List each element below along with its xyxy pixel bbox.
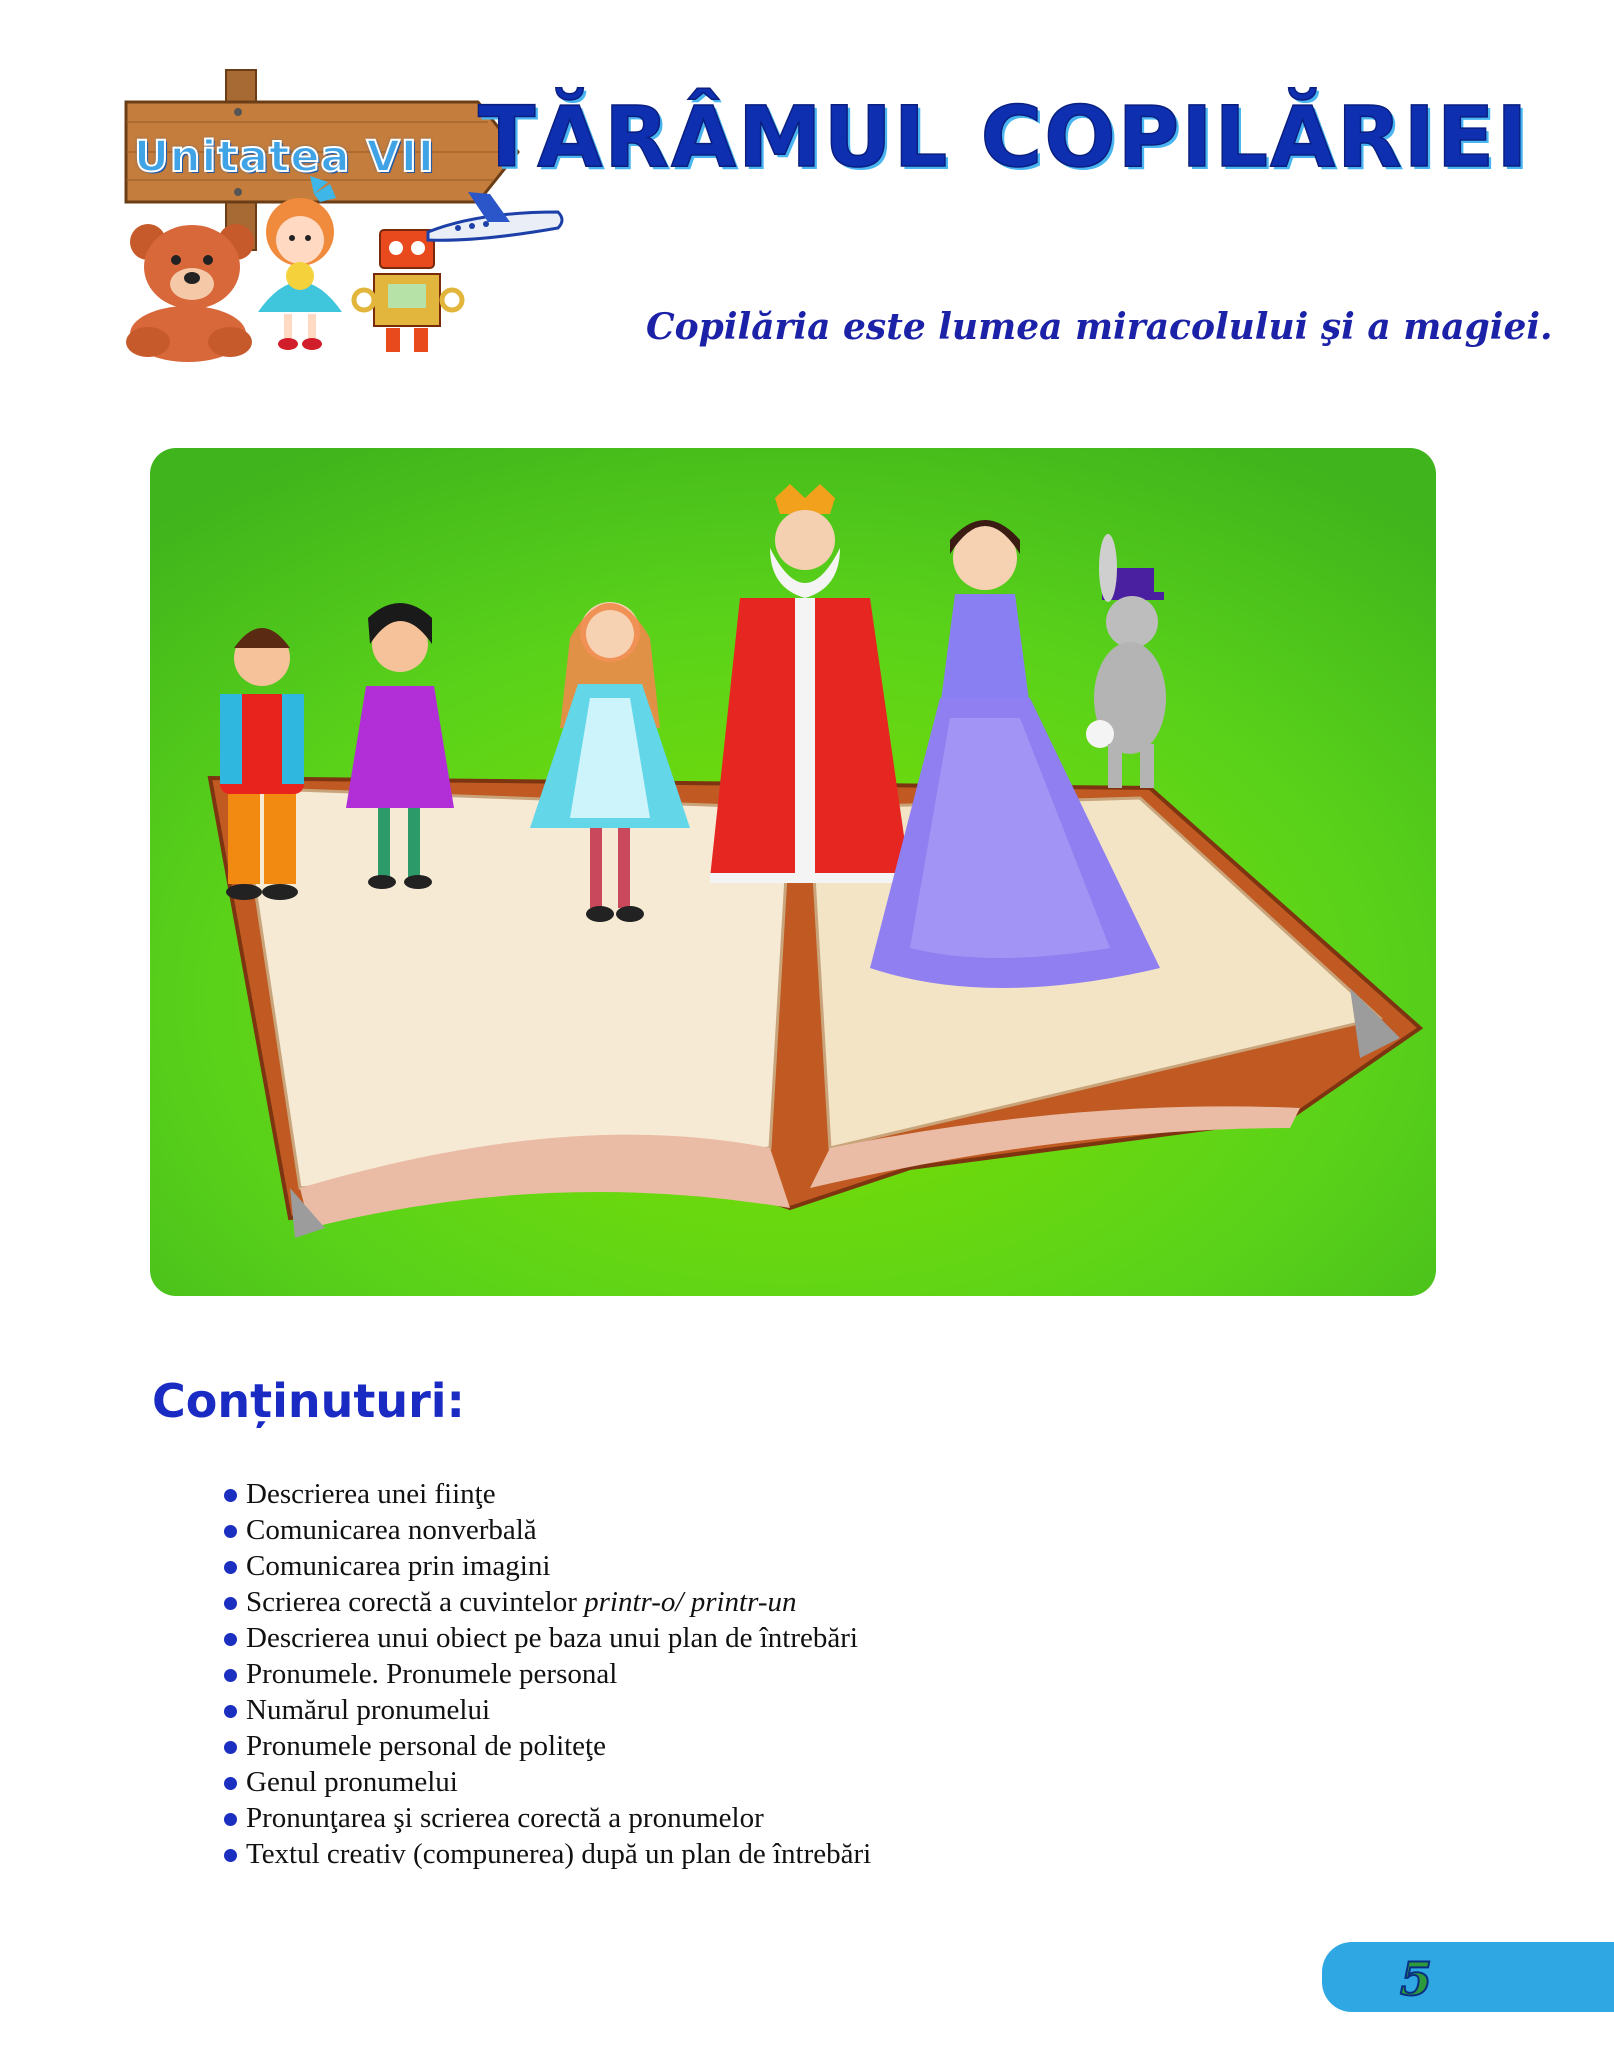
bullet-icon <box>224 1597 237 1610</box>
list-item: Comunicarea nonverbală <box>224 1512 871 1548</box>
list-item: Textul creativ (compunerea) după un plan de întrebări <box>224 1836 871 1872</box>
list-item: Genul pronumelui <box>224 1764 871 1800</box>
bullet-icon <box>224 1777 237 1790</box>
main-illustration <box>150 448 1436 1296</box>
list-item: Numărul pronumelui <box>224 1692 871 1728</box>
contents-list <box>224 1476 871 1872</box>
list-item: Descrierea unei fiinţe <box>224 1476 871 1512</box>
italic-term: printr-o/ printr-un <box>584 1586 797 1618</box>
bullet-icon <box>224 1813 237 1826</box>
list-item: Pronunţarea şi scrierea corectă a pronumelor <box>224 1800 871 1836</box>
bullet-icon <box>224 1741 237 1754</box>
bullet-icon <box>224 1633 237 1646</box>
bullet-icon <box>224 1849 237 1862</box>
bullet-icon <box>224 1669 237 1682</box>
list-item: Pronumele. Pronumele personal <box>224 1656 871 1692</box>
teddy-bear-icon <box>126 224 254 362</box>
contents-heading: Conținuturi: <box>152 1374 465 1428</box>
list-item: Comunicarea prin imagini <box>224 1548 871 1584</box>
bullet-icon <box>224 1525 237 1538</box>
list-item: Pronumele personal de politeţe <box>224 1728 871 1764</box>
bullet-icon <box>224 1705 237 1718</box>
list-item: Scrierea corectă a cuvintelor printr-o/ printr-un <box>224 1584 871 1620</box>
bullet-icon <box>224 1489 237 1502</box>
page-number: 5 <box>1399 1952 1432 2006</box>
list-item: Descrierea unui obiect pe baza unui plan de întrebări <box>224 1620 871 1656</box>
page-title: TĂRÂMUL COPILĂRIEI <box>478 88 1530 186</box>
robot-icon <box>354 230 462 352</box>
bullet-icon <box>224 1561 237 1574</box>
unit-sign-label: Unitatea VII <box>134 132 435 182</box>
unit-motto: Copilăria este lumea miracolului şi a magiei. <box>646 306 1553 348</box>
page-number-tab <box>1322 1942 1614 2012</box>
